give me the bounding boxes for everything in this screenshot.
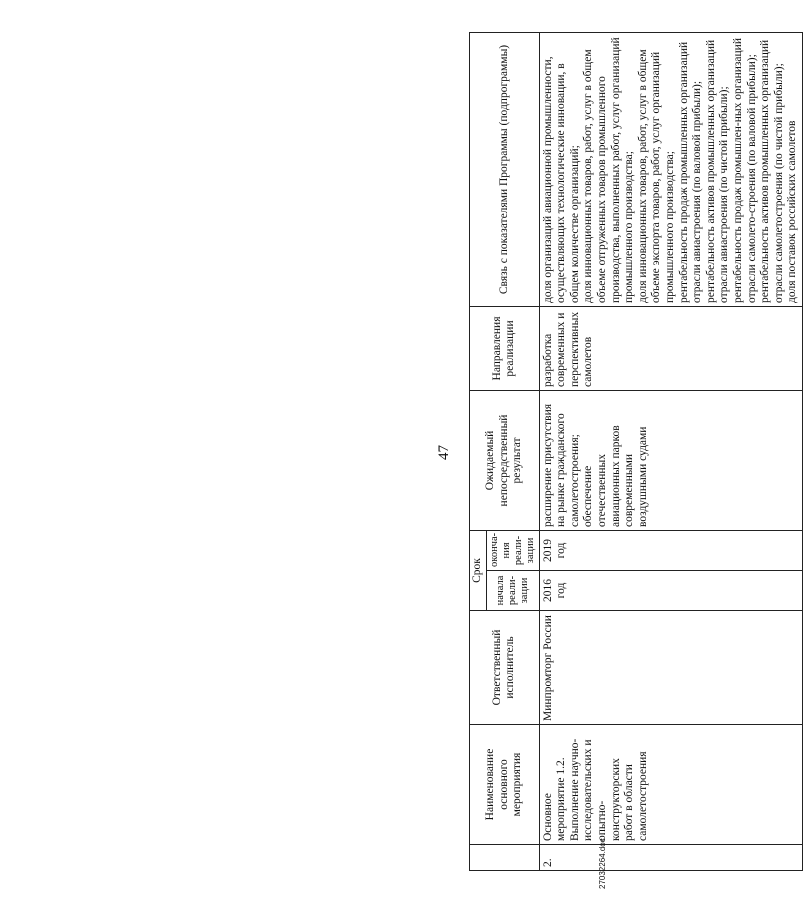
header-link: Связь с показателями Программы (подпрограммы) <box>470 32 540 306</box>
link-line: рентабельность активов промышленных организаций отрасли авиастроения (по чистой прибыли); <box>704 39 731 303</box>
link-line: рентабельность продаж промышлен-ных организаций отрасли самолето-строения (по валовой прибыли); <box>731 38 758 303</box>
link-line: рентабельность продаж промышленных организаций отрасли авиастроения (по валовой прибыли); <box>677 41 704 303</box>
header-executor: Ответственный исполнитель <box>470 611 540 725</box>
link-line: доля организаций авиационной промышленности, осуществляющих технологические инновации, в общем количестве организаций; <box>541 56 581 303</box>
header-name: Наименование основного мероприятия <box>470 725 540 845</box>
row-executor: Минпромторг России <box>539 611 802 725</box>
header-num <box>470 845 540 871</box>
header-directions: Направления реализации <box>470 306 540 390</box>
row-term-end: 2019 год <box>539 530 802 570</box>
header-term: Срок <box>470 530 487 610</box>
row-link <box>539 32 802 306</box>
header-result: Ожидаемый непосредственный результат <box>470 390 540 530</box>
link-line: доля инновационных товаров, работ, услуг в общем объеме отгруженных товаров промышленного производства, выполненных работ, услуг организаций промышленного производства; <box>582 37 636 303</box>
table-header-row <box>470 32 487 870</box>
link-line: доля инновационных товаров, работ, услуг в общем объеме экспорта товаров, работ, услуг организаций промышленного производства; <box>636 49 676 303</box>
link-line: рентабельность активов промышленных организаций отрасли самолетостроения (по чистой прибыли); <box>759 39 785 303</box>
row-directions: разработка современных и перспективных самолетов <box>539 306 802 390</box>
footer-doc-id: 27032264.doc <box>598 838 607 889</box>
page-number: 47 <box>436 445 452 460</box>
row-term-start: 2016 год <box>539 571 802 611</box>
row-name: Основное мероприятие 1.2. Выполнение научно-исследовательских и опытно-конструкторских работ в области самолетостроения <box>539 725 802 845</box>
header-term-end: оконча-ния реали-зации <box>486 530 539 570</box>
table-row <box>539 32 802 870</box>
header-term-start: начала реали-зации <box>486 571 539 611</box>
link-line: доля поставок российских самолетов <box>786 120 799 303</box>
row-result: расширение присутствия на рынке гражданского самолетостроения; обеспечение отечественных авиационных парков современными воздушными судами <box>539 390 802 530</box>
activities-table <box>469 32 803 871</box>
row-num: 2. <box>539 845 802 871</box>
